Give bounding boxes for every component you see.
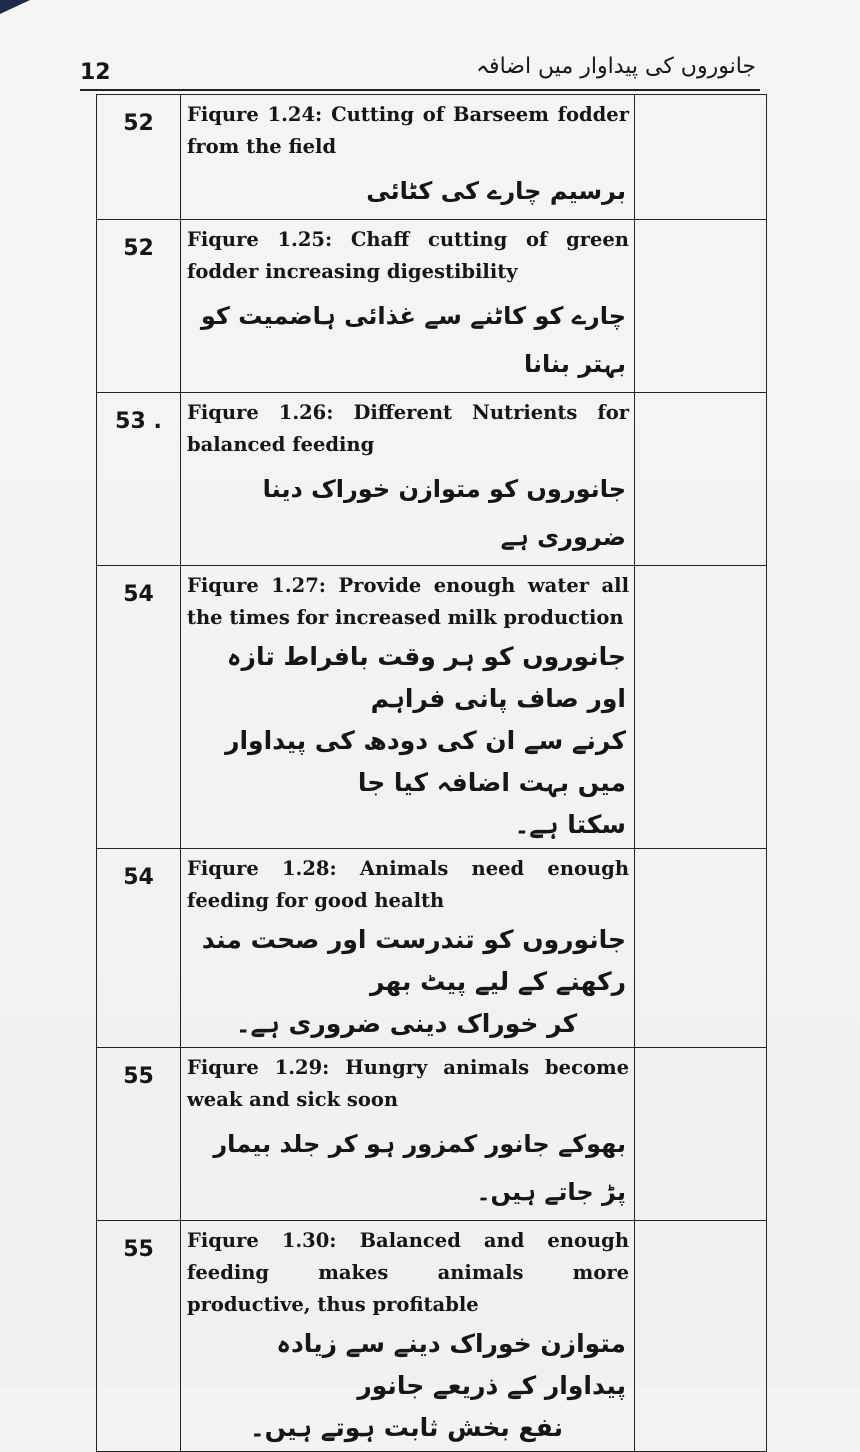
urdu-caption-line: بھوکے جانور کمزور ہو کر جلد بیمار پڑ جاتے ہیں۔ — [213, 1130, 626, 1206]
header-rule — [80, 89, 760, 91]
page-ref: 52 — [123, 111, 154, 136]
page-ref: 54 — [123, 865, 154, 890]
caption-cell — [181, 393, 635, 566]
figure-caption: Fiqure 1.28: Animals need enough feeding for good health — [187, 857, 629, 912]
blank-cell — [635, 566, 767, 849]
page-ref: 52 — [123, 236, 154, 261]
caption-cell — [181, 95, 635, 220]
table-row — [97, 849, 767, 1048]
blank-cell — [635, 220, 767, 393]
table-row — [97, 393, 767, 566]
corner-mark — [0, 0, 30, 14]
page-cell — [97, 1048, 181, 1221]
caption-cell — [181, 566, 635, 849]
table-row — [97, 1221, 767, 1452]
figure-caption: Fiqure 1.26: Different Nutrients for balanced feeding — [187, 401, 629, 456]
figure-caption: Fiqure 1.24: Cutting of Barseem fodder from the field — [187, 103, 629, 158]
urdu-caption-block — [181, 917, 634, 1047]
urdu-caption-block — [181, 634, 634, 848]
page-number: 12 — [80, 60, 111, 85]
blank-cell — [635, 95, 767, 220]
figure-caption: Fiqure 1.30: Balanced and enough feeding makes animals more productive, thus profitable — [187, 1229, 629, 1316]
caption-cell — [181, 849, 635, 1048]
table-row — [97, 566, 767, 849]
urdu-caption-line: کر خوراک دینی ضروری ہے۔ — [235, 1009, 578, 1038]
urdu-caption-line: جانوروں کو تندرست اور صحت مند رکھنے کے لیے پیٹ بھر — [201, 925, 626, 996]
page-cell — [97, 566, 181, 849]
table-row — [97, 1048, 767, 1221]
urdu-caption-line: سکتا ہے۔ — [514, 810, 626, 839]
urdu-caption-line: جانوروں کو متوازن خوراک دینا ضروری ہے — [262, 475, 626, 551]
page-cell — [97, 220, 181, 393]
page-cell — [97, 849, 181, 1048]
page-cell — [97, 95, 181, 220]
page-ref: 54 — [123, 582, 154, 607]
urdu-caption-line: جانوروں کو ہر وقت بافراط تازہ اور صاف پانی فراہم — [226, 642, 626, 713]
page-cell — [97, 393, 181, 566]
urdu-caption-line: چارے کو کاٹنے سے غذائی ہاضمیت کو بہتر بنانا — [200, 302, 626, 378]
page-ref: 55 — [123, 1064, 154, 1089]
table-row — [97, 220, 767, 393]
figure-list-table — [96, 94, 767, 1452]
urdu-caption-line: متوازن خوراک دینے سے زیادہ پیداوار کے ذریعے جانور — [276, 1329, 626, 1400]
figure-caption: Fiqure 1.27: Provide enough water all the times for increased milk production — [187, 574, 629, 629]
running-title: جانوروں کی پیداوار میں اضافہ — [476, 54, 756, 79]
blank-cell — [635, 849, 767, 1048]
blank-cell — [635, 393, 767, 566]
table-row — [97, 95, 767, 220]
page-ref: 55 — [123, 1237, 154, 1262]
page-cell — [97, 1221, 181, 1452]
urdu-caption-line: برسیم چارے کی کٹائی — [366, 177, 626, 205]
urdu-caption-line: نفع بخش ثابت ہوتے ہیں۔ — [249, 1413, 563, 1442]
figure-caption: Fiqure 1.25: Chaff cutting of green fodder increasing digestibility — [187, 228, 629, 283]
page-ref: 53 . — [115, 409, 162, 434]
blank-cell — [635, 1048, 767, 1221]
caption-cell — [181, 1221, 635, 1452]
urdu-caption-line: کرنے سے ان کی دودھ کی پیداوار میں بہت اضافہ کیا جا — [225, 726, 626, 797]
urdu-caption-block — [181, 1321, 634, 1451]
caption-cell — [181, 1048, 635, 1221]
blank-cell — [635, 1221, 767, 1452]
figure-caption: Fiqure 1.29: Hungry animals become weak and sick soon — [187, 1056, 629, 1111]
caption-cell — [181, 220, 635, 393]
